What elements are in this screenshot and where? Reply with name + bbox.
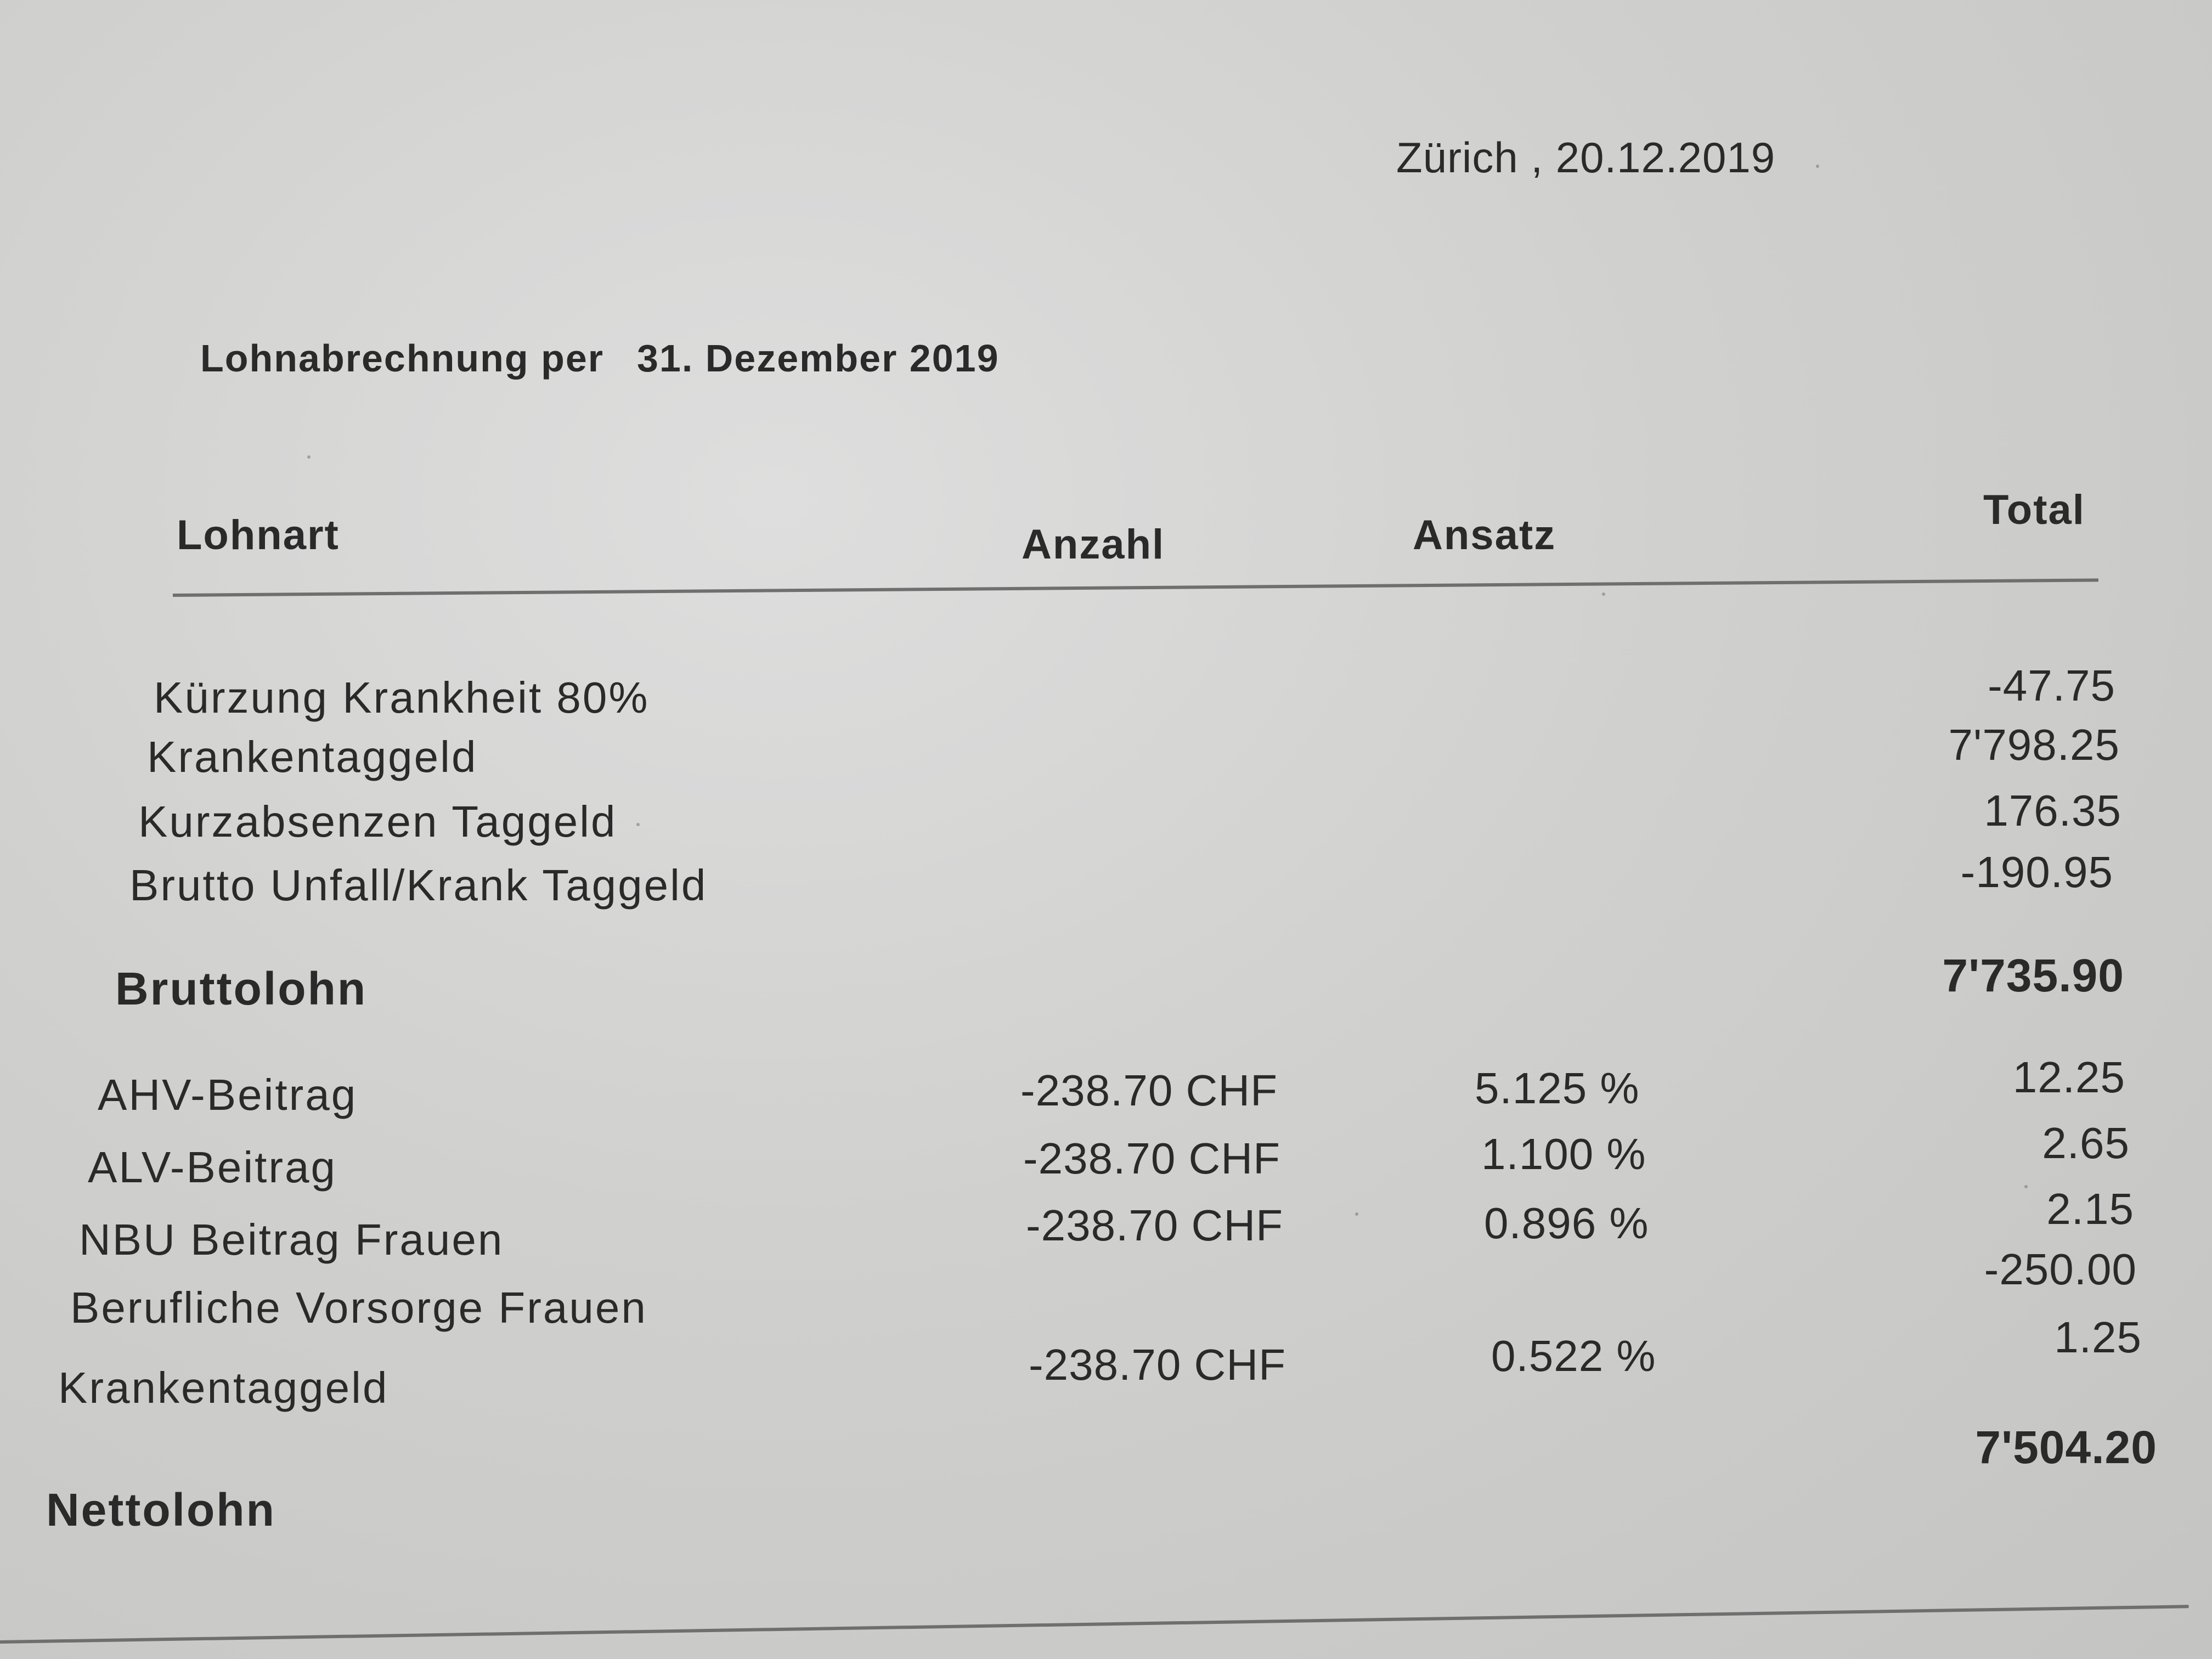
column-header-ansatz: Ansatz	[1413, 512, 1556, 558]
row-label: Brutto Unfall/Krank Taggeld	[129, 861, 708, 910]
net-total-label: Nettolohn	[46, 1484, 276, 1536]
row-anzahl: -238.70 CHF	[1029, 1340, 1286, 1389]
row-label: Berufliche Vorsorge Frauen	[70, 1283, 647, 1332]
row-total: -190.95	[1960, 848, 2113, 896]
row-label: ALV-Beitrag	[88, 1143, 337, 1192]
subtotal-label: Bruttolohn	[115, 963, 368, 1014]
row-ansatz: 0.522 %	[1491, 1331, 1656, 1380]
row-total: 2.15	[2046, 1184, 2134, 1233]
row-anzahl: -238.70 CHF	[1023, 1134, 1280, 1183]
row-total: 12.25	[2012, 1053, 2125, 1102]
net-total-value: 7'504.20	[1975, 1421, 2157, 1473]
row-anzahl: -238.70 CHF	[1026, 1201, 1283, 1250]
column-header-anzahl: Anzahl	[1022, 521, 1165, 568]
row-total: -250.00	[1984, 1245, 2137, 1294]
row-label: Krankentaggeld	[58, 1363, 389, 1412]
row-ansatz: 1.100 %	[1481, 1130, 1646, 1178]
row-ansatz: 0.896 %	[1484, 1199, 1649, 1248]
row-total: 7'798.25	[1948, 720, 2120, 769]
row-total: 2.65	[2042, 1119, 2130, 1167]
row-ansatz: 5.125 %	[1475, 1064, 1640, 1113]
place-date: Zürich , 20.12.2019	[1396, 133, 1776, 182]
paper-speck	[1602, 592, 1605, 596]
row-total: 176.35	[1984, 786, 2121, 835]
row-label: Kurzabsenzen Taggeld	[138, 797, 617, 846]
row-label: NBU Beitrag Frauen	[79, 1215, 504, 1264]
row-anzahl: -238.70 CHF	[1020, 1066, 1278, 1115]
paper-speck	[2024, 1185, 2028, 1188]
title-label: Lohnabrechnung per	[200, 337, 604, 380]
header-divider	[173, 578, 2098, 597]
paper-speck	[307, 455, 311, 459]
row-label: AHV-Beitrag	[98, 1070, 358, 1119]
document-title	[200, 337, 1000, 380]
row-label: Krankentaggeld	[147, 732, 478, 781]
row-total: 1.25	[2054, 1313, 2142, 1362]
column-header-total: Total	[1983, 487, 2085, 533]
column-header-lohnart: Lohnart	[177, 512, 340, 558]
row-label: Kürzung Krankheit 80%	[154, 673, 650, 722]
subtotal-total: 7'735.90	[1942, 950, 2124, 1001]
paper-speck	[1816, 165, 1819, 168]
row-total: -47.75	[1988, 661, 2115, 710]
footer-divider	[0, 1605, 2189, 1644]
title-date: 31. Dezember 2019	[637, 337, 1000, 380]
paper-speck	[1355, 1212, 1358, 1216]
paper-speck	[636, 823, 640, 826]
